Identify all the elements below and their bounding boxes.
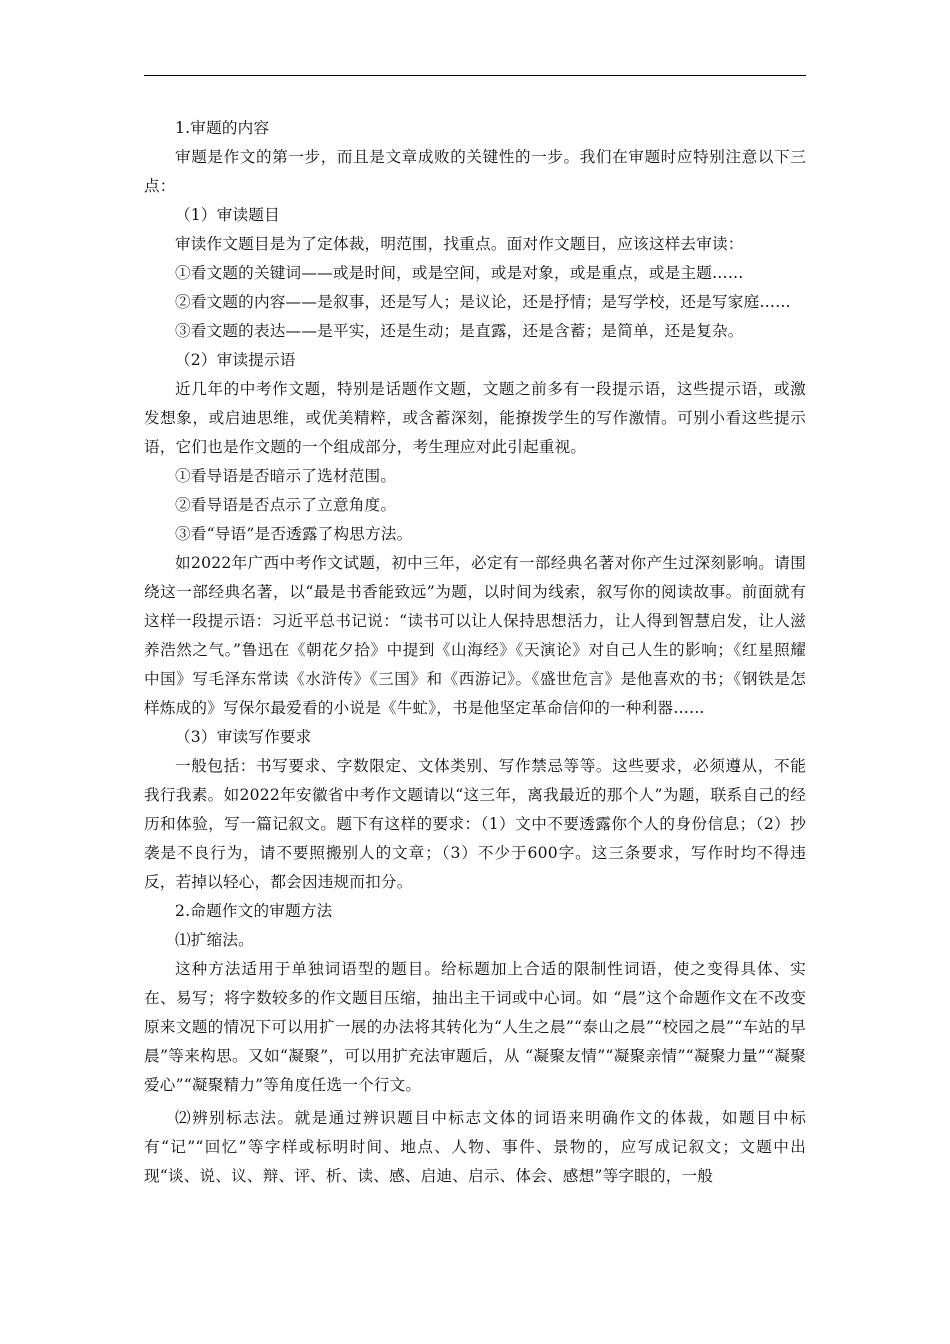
list-item: ①看导语是否暗示了选材范围。 <box>175 467 397 485</box>
paragraph: 审读作文题目是为了定体裁，明范围，找重点。面对作文题目，应该这样去审读： <box>175 235 744 253</box>
subheading-review-requirements: （3）审读写作要求 <box>175 728 312 746</box>
header-rule <box>144 75 806 76</box>
section-heading-1: 1.审题的内容 <box>175 119 270 137</box>
document-body <box>144 114 806 1191</box>
list-item: ①看文题的关键词——或是时间，或是空间，或是对象，或是重点，或是主题…… <box>175 264 744 282</box>
list-item: ③看文题的表达——是平实，还是生动；是直露，还是含蓄；是简单，还是复杂。 <box>175 322 744 340</box>
subheading-review-prompt: （2）审读提示语 <box>175 351 296 369</box>
paragraph: 如2022年广西中考作文试题，初中三年，必定有一部经典名著对你产生过深刻影响。请围绕这一部经典名著，以“最是书香能致远”为题，以时间为线索，叙写你的阅读故事。前面就有这样一段提示语：习近平总书记说：“读书可以让人保持思想活力，让人得到智慧启发，让人滋养浩然之气。”鲁迅在《朝花夕拾》中提到《山海经》《天演论》对自己人生的影响；《红星照耀中国》写毛泽东常读《水浒传》《三国》和《西游记》。《盛世危言》是他喜欢的书；《钢铁是怎样炼成的》写保尔最爱看的小说是《牛虻》，书是他坚定革命信仰的一种利器…… <box>144 554 806 717</box>
paragraph: 审题是作文的第一步，而且是文章成败的关键性的一步。我们在审题时应特别注意以下三点： <box>144 148 806 195</box>
paragraph: 一般包括：书写要求、字数限定、文体类别、写作禁忌等等。这些要求，必须遵从，不能我行我素。如2022年安徽省中考作文题请以“这三年，离我最近的那个人”为题，联系自己的经历和体验，写一篇记叙文。题下有这样的要求：（1）文中不要透露你个人的身份信息；（2）抄袭是不良行为，请不要照搬别人的文章；（3）不少于600字。这三条要求，写作时均不得违反，若掉以轻心，都会因违规而扣分。 <box>144 757 806 891</box>
section-heading-2: 2.命题作文的审题方法 <box>175 902 333 920</box>
list-item: ②看导语是否点示了立意角度。 <box>175 496 397 514</box>
list-item: ②看文题的内容——是叙事，还是写人；是议论，还是抒情；是写学校，还是写家庭…… <box>175 293 791 311</box>
paragraph: 近几年的中考作文题，特别是话题作文题，文题之前多有一段提示语，这些提示语，或激发想象，或启迪思维，或优美精粹，或含蓄深刻，能撩拨学生的写作激情。可别小看这些提示语，它们也是作文题的一个组成部分，考生理应对此引起重视。 <box>144 380 806 456</box>
list-item: ③看“导语”是否透露了构思方法。 <box>175 525 413 543</box>
method-heading: ⑴扩缩法。 <box>175 931 254 949</box>
paragraph: ⑵辨别标志法。就是通过辨识题目中标志文体的词语来明确作文的体裁，如题目中标有“记”“回忆”等字样或标明时间、地点、人物、事件、景物的，应写成记叙文；文题中出现“谈、说、议、辩、评、析、读、感、启迪、启示、体会、感想”等字眼的，一般 <box>144 1109 806 1185</box>
subheading-review-title: （1）审读题目 <box>175 206 280 224</box>
paragraph: 这种方法适用于单独词语型的题目。给标题加上合适的限制性词语，使之变得具体、实在、易写；将字数较多的作文题目压缩，抽出主干词或中心词。如 “晨”这个命题作文在不改变原来文题的情况下可以用扩一展的办法将其转化为“人生之晨”“泰山之晨”“校园之晨”“车站的早晨”等来构思。又如“凝聚”，可以用扩充法审题后，从 “凝聚友情”“凝聚亲情”“凝聚力量”“凝聚爱心”“凝聚精力”等角度任选一个行文。 <box>144 960 806 1094</box>
